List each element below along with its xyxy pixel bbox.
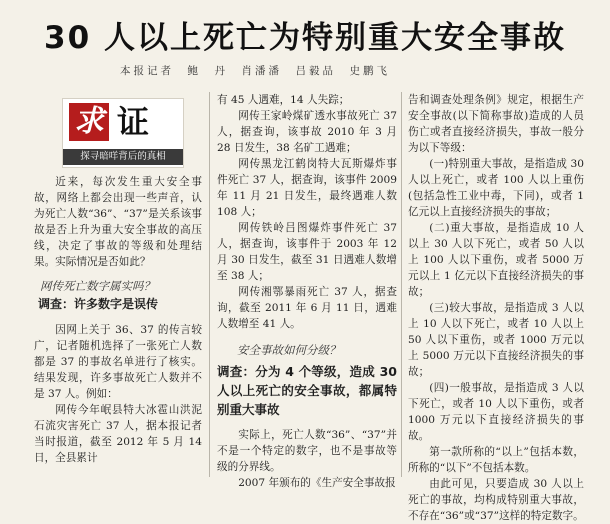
column-3 bbox=[408, 92, 584, 524]
paragraph: 第一款所称的“以上”包括本数，所称的“以下”不包括本数。 bbox=[408, 446, 584, 474]
paragraph: 由此可见，只要造成 30 人以上死亡的事故，均构成特别重大事故，不存在“36”或“37”这样的特定数字。 bbox=[408, 478, 584, 522]
byline: 本报记者 鲍 丹 肖潘潘 吕毅品 史鹏飞 bbox=[120, 65, 390, 77]
paragraph: 网传铁岭吕图爆炸事件死亡 37 人，据查询，该事件于 2003 年 12 月 30 日发生，截至 31 日遇难人数增至 38 人； bbox=[217, 222, 397, 282]
logo-tagline: 探寻暗咩背后的真相 bbox=[63, 149, 183, 165]
intro-paragraph: 近来，每次发生重大安全事故，网络上都会出现一些声音，认为死亡人数“36”、“37”是关系该事故是否上升为重大安全事故的高压线，决定了事故的等级和处理结果。实际情况是否如此？ bbox=[34, 176, 202, 268]
paragraph: 告和调查处理条例》规定，根据生产安全事故(以下简称事故)造成的人员伤亡或者直接经济损失，事故一般分为以下等级： bbox=[408, 94, 584, 154]
column-logo bbox=[62, 98, 184, 168]
paragraph: 网传王家岭煤矿透水事故死亡 37 人，据查询，该事故 2010 年 3 月 28 日发生，38 名矿工遇难； bbox=[217, 110, 397, 154]
paragraph: (四)一般事故，是指造成 3 人以下死亡，或者 10 人以下重伤，或者 1000 万元以下直接经济损失的事故。 bbox=[408, 382, 584, 442]
logo-glyph-black: 证 bbox=[116, 103, 149, 141]
paragraph: (三)较大事故，是指造成 3 人以上 10 人以下死亡，或者 10 人以上 50 人以下重伤，或者 1000 万元以上 5000 万元以下直接经济损失的事故； bbox=[408, 302, 584, 378]
section-answer-heading: 调查：分为 4 个等级，造成 30 人以上死亡的安全事故，都属特别重大事故 bbox=[217, 364, 397, 417]
column-divider bbox=[209, 92, 210, 477]
column-divider bbox=[401, 92, 402, 477]
paragraph: (一)特别重大事故，是指造成 30 人以上死亡，或者 100 人以上重伤(包括急性工业中毒，下同)，或者 1 亿元以上直接经济损失的事故； bbox=[408, 158, 584, 218]
column-2 bbox=[217, 92, 397, 491]
section-answer-heading: 调查：许多数字是误传 bbox=[38, 297, 159, 311]
paragraph: 因网上关于 36、37 的传言较广，记者随机选择了一张死亡人数都是 37 的事故名单进行了核实。结果发现，许多事故死亡人数并不是 37 人。例如： bbox=[34, 324, 202, 400]
paragraph: 实际上，死亡人数“36”、“37”并不是一个特定的数字，也不是事故等级的分界线。 bbox=[217, 429, 397, 473]
paragraph: 网传黑龙江鹤岗特大瓦斯爆炸事件死亡 37 人，据查询，该事件 2009 年 11 月 21 日发生，最终遇难人数 108 人； bbox=[217, 158, 397, 218]
paragraph: 2007 年颁布的《生产安全事故报 bbox=[238, 477, 396, 489]
headline: 30 人以上死亡为特别重大安全事故 bbox=[44, 20, 566, 56]
paragraph: 有 45 人遇难，14 人失踪； bbox=[217, 94, 350, 106]
paragraph: 网传湘鄂暴雨死亡 37 人，据查询，截至 2011 年 6 月 11 日，遇难人数增至 41 人。 bbox=[217, 286, 397, 330]
logo-glyph-red: 求 bbox=[69, 103, 109, 141]
paragraph: 网传今年岷县特大冰雹山洪泥石流灾害死亡 37 人，据本报记者当时报道，截至 2012 年 5 月 14 日，全县累计 bbox=[34, 404, 202, 464]
paragraph: (二)重大事故，是指造成 10 人以上 30 人以下死亡，或者 50 人以上 100 人以下重伤，或者 5000 万元以上 1 亿元以下直接经济损失的事故； bbox=[408, 222, 584, 298]
section-question-heading: 网传死亡数字属实吗？ bbox=[40, 279, 155, 293]
section-question-heading: 安全事故如何分级？ bbox=[237, 343, 341, 357]
